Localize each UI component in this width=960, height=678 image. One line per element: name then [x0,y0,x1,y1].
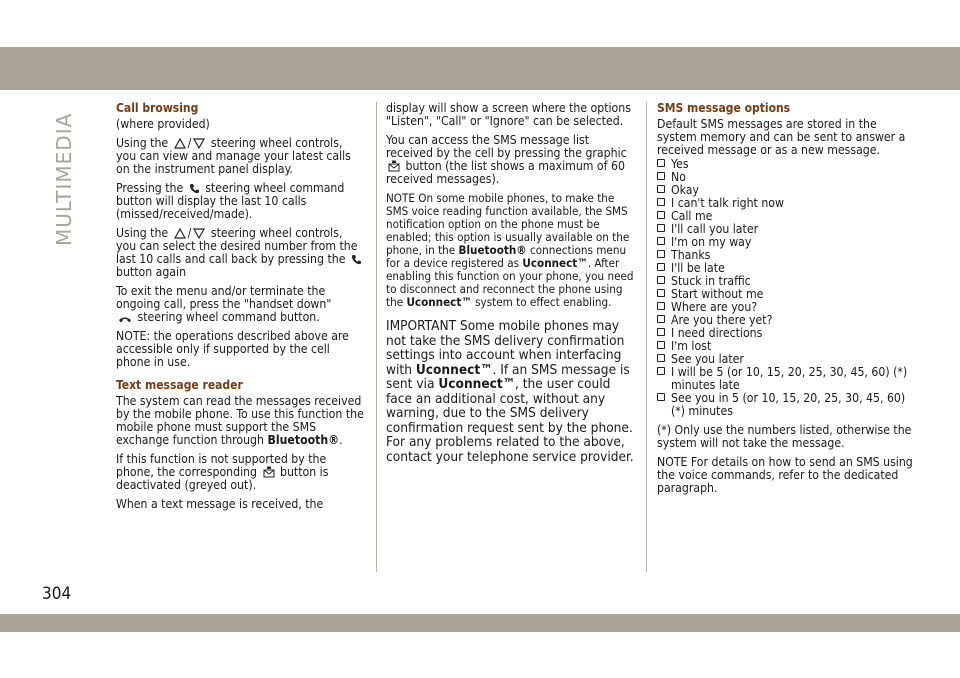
note: NOTE: the operations described above are accessible only if supported by the cell phone in use. [116,329,349,369]
checkbox-icon [657,185,665,193]
sms-icon [263,466,275,478]
list-item-label: Stuck in traffic [671,274,751,288]
paragraph: Using the / steering wheel controls, you can view and manage your latest calls on the instrument panel display. [116,136,351,176]
list-item-label: See you in 5 (or 10, 15, 20, 25, 30, 45, 60) (*) minutes [671,391,906,418]
down-triangle-icon [193,228,205,239]
important-notice: IMPORTANT Some mobile phones may not take the SMS delivery confirmation settings into account when interfacing with Uconnect™. If an SMS message is sent via Uconnect™, the user could face an additional cost, without any warning, due to the SMS delivery confirmation request sent by the phone. For any problems related to the above, contact your telephone service provider. [386,318,634,465]
list-item-label: Yes [671,157,689,171]
checkbox-icon [657,354,665,362]
note: NOTE On some mobile phones, to make the SMS voice reading function available, the SMS notification option on the phone must be enabled; this option is usually available on the phone, in the Bluetooth® connections menu for a device registered as Uconnect™. After enabling this function on your phone, you need to disconnect and reconnect the phone using the Uconnect™ system to effect enabling. [386,191,634,309]
footer-band [0,614,960,632]
checkbox-icon [657,289,665,297]
handset-down-icon [118,315,132,323]
sms-icon [388,160,400,172]
checkbox-icon [657,367,665,375]
checkbox-icon [657,341,665,349]
checkbox-icon [657,198,665,206]
list-item-label: No [671,170,686,184]
text-message-reader-heading: Text message reader [116,378,243,392]
list-item-label: I can't talk right now [671,196,784,210]
list-item-label: I'll be late [671,261,725,275]
down-triangle-icon [193,138,205,149]
list-item-label: See you later [671,352,744,366]
note: NOTE For details on how to send an SMS using the voice commands, refer to the dedicated paragraph. [657,455,913,495]
list-item-label: Where are you? [671,300,758,314]
column-1 [116,102,366,517]
call-browsing-heading: Call browsing [116,101,199,115]
paragraph: To exit the menu and/or terminate the ongoing call, press the "handset down" steering wheel command button. [116,284,332,324]
list-item-label: I will be 5 (or 10, 15, 20, 25, 30, 45, 60) (*) minutes late [671,365,908,392]
checkbox-icon [657,211,665,219]
paragraph: Default SMS messages are stored in the system memory and can be sent to answer a received message or as a new message. [657,117,906,157]
column-3 [657,102,919,501]
checkbox-icon [657,393,665,401]
list-item-label: Start without me [671,287,764,301]
paragraph: When a text message is received, the [116,497,324,511]
page-number: 304 [42,584,72,604]
paragraph: display will show a screen where the options "Listen", "Call" or "Ignore" can be selected. [386,101,631,128]
sms-options-heading: SMS message options [657,101,791,115]
list-item-label: I'm lost [671,339,712,353]
list-item-label: Okay [671,183,699,197]
paragraph: Pressing the steering wheel command button will display the last 10 calls (missed/received/made). [116,181,345,221]
paragraph: If this function is not supported by the phone, the corresponding button is deactivated (greyed out). [116,452,329,492]
paragraph: You can access the SMS message list received by the cell by pressing the graphic button (the list shows a maximum of 60 received messages). [386,133,627,186]
checkbox-icon [657,328,665,336]
checkbox-icon [657,315,665,323]
list-item-label: I'm on my way [671,235,752,249]
column-divider [646,102,647,572]
list-item [657,366,919,392]
paragraph: The system can read the messages received by the mobile phone. To use this function the mobile phone must support the SMS exchange function through Bluetooth®. [116,394,364,447]
header-band [0,47,960,90]
list-item-label: Are you there yet? [671,313,773,327]
checkbox-icon [657,263,665,271]
sms-message-list [657,158,919,418]
list-item-label: Call me [671,209,713,223]
checkbox-icon [657,237,665,245]
up-triangle-icon [174,228,186,239]
checkbox-icon [657,276,665,284]
checkbox-icon [657,250,665,258]
section-title: MULTIMEDIA [52,112,76,246]
footnote: (*) Only use the numbers listed, otherwise the system will not take the message. [657,423,912,450]
list-item-label: I need directions [671,326,763,340]
list-item-label: Thanks [671,248,711,262]
call-browsing-subtitle: (where provided) [116,117,210,131]
checkbox-icon [657,224,665,232]
phone-icon [351,254,362,265]
checkbox-icon [657,159,665,167]
checkbox-icon [657,302,665,310]
list-item [657,392,919,418]
list-item-label: I'll call you later [671,222,759,236]
checkbox-icon [657,172,665,180]
column-2 [386,102,636,470]
paragraph: Using the / steering wheel controls, you can select the desired number from the last 10 calls and call back by pressing the button again [116,227,366,279]
column-divider [376,102,377,572]
up-triangle-icon [174,138,186,149]
list-item [657,158,919,171]
phone-icon [189,183,200,194]
